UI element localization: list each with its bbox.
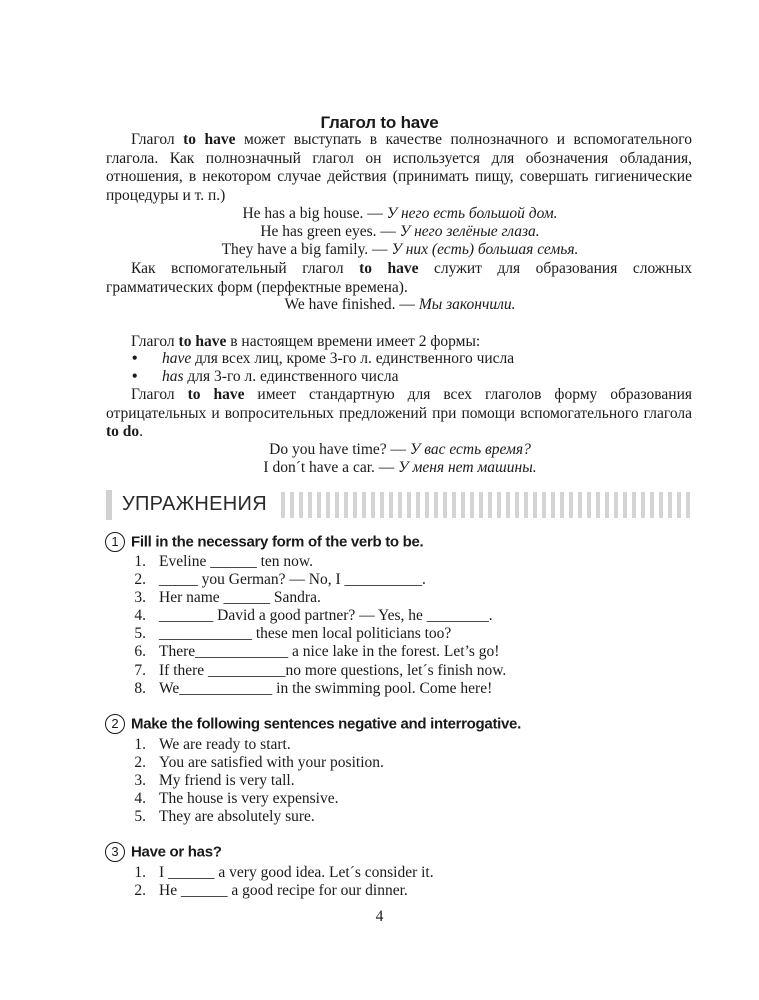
list-item: 2. _____ you German? — No, I __________. (134, 571, 426, 589)
bullet-icon: • (132, 368, 138, 385)
circled-number-icon: 2 (105, 714, 125, 734)
list-item: 7. If there __________no more questions, let´s finish now. (134, 661, 507, 679)
circled-number-icon: 3 (105, 842, 125, 862)
list-item: 8. We____________ in the swimming pool. Come here! (134, 679, 493, 697)
list-item: 1. Eveline ______ ten now. (134, 553, 313, 570)
exercise-list (128, 736, 688, 826)
exercise-list (128, 553, 688, 698)
exercise-heading: 1 Fill in the necessary form of the verb to be. (105, 532, 423, 552)
example-line: He has a big house. — У него есть большой дом. (242, 205, 558, 222)
list-item: 4. The house is very expensive. (134, 790, 339, 808)
negation-paragraph: Глагол to have имеет стандартную для всех глаголов форму образования отрицательных и вопросительных предложений при помощи вспомогательного глагола to do. (106, 386, 692, 440)
list-item: 6. There____________ a nice lake in the forest. Let’s go! (134, 643, 500, 661)
page-title: Глагол to have (320, 113, 439, 132)
list-item: 3. My friend is very tall. (134, 772, 295, 790)
example-line: They have a big family. — У них (есть) большая семья. (221, 241, 579, 258)
example-line: I don´t have a car. — У меня нет машины. (263, 459, 537, 476)
banner-stripes (281, 492, 692, 518)
auxiliary-paragraph: Как вспомогательный глагол to have служит для образования сложных грамматических форм (перфектные времена). (106, 260, 692, 296)
exercise-heading: 2 Make the following sentences negative and interrogative. (105, 714, 521, 734)
list-item: 5. ____________ these men local politicians too? (134, 625, 452, 643)
list-item: 1. I ______ a very good idea. Let´s consider it. (134, 864, 434, 881)
intro-paragraph: Глагол to have может выступать в качестве полнозначного и вспомогательного глагола. Как полнозначный глагол он используется для обозначения обладания, отношения, в некотором случае действия (принимать пищу, совершать гигиенические процедуры и т. п.) (106, 131, 693, 204)
banner-edge (106, 490, 112, 520)
list-item: 4. _______ David a good partner? — Yes, he ________. (134, 607, 493, 625)
list-item: 1. We are ready to start. (134, 736, 291, 753)
example-line: We have finished. — Мы закончили. (284, 296, 516, 313)
list-item: 2. He ______ a good recipe for our dinner. (134, 882, 408, 900)
list-item: 5. They are absolutely sure. (134, 808, 315, 826)
example-line: Do you have time? — У вас есть время? (269, 441, 531, 458)
list-item: 2. You are satisfied with your position. (134, 754, 384, 772)
bullet-item: • has для 3-го л. единственного числа (132, 368, 399, 385)
page-number: 4 (375, 908, 384, 925)
example-line: He has green eyes. — У него зелёные глаза. (260, 223, 540, 240)
exercise-heading: 3 Have or has? (105, 842, 222, 862)
bullet-icon: • (132, 350, 138, 367)
section-banner (106, 490, 692, 520)
exercise-list (128, 864, 688, 900)
list-item: 3. Her name ______ Sandra. (134, 589, 321, 607)
circled-number-icon: 1 (105, 532, 125, 552)
bullet-item: • have для всех лиц, кроме 3-го л. единственного числа (132, 350, 515, 367)
section-label: УПРАЖНЕНИЯ (122, 493, 267, 515)
forms-paragraph: Глагол to have в настоящем времени имеет 2 формы: (131, 333, 481, 350)
